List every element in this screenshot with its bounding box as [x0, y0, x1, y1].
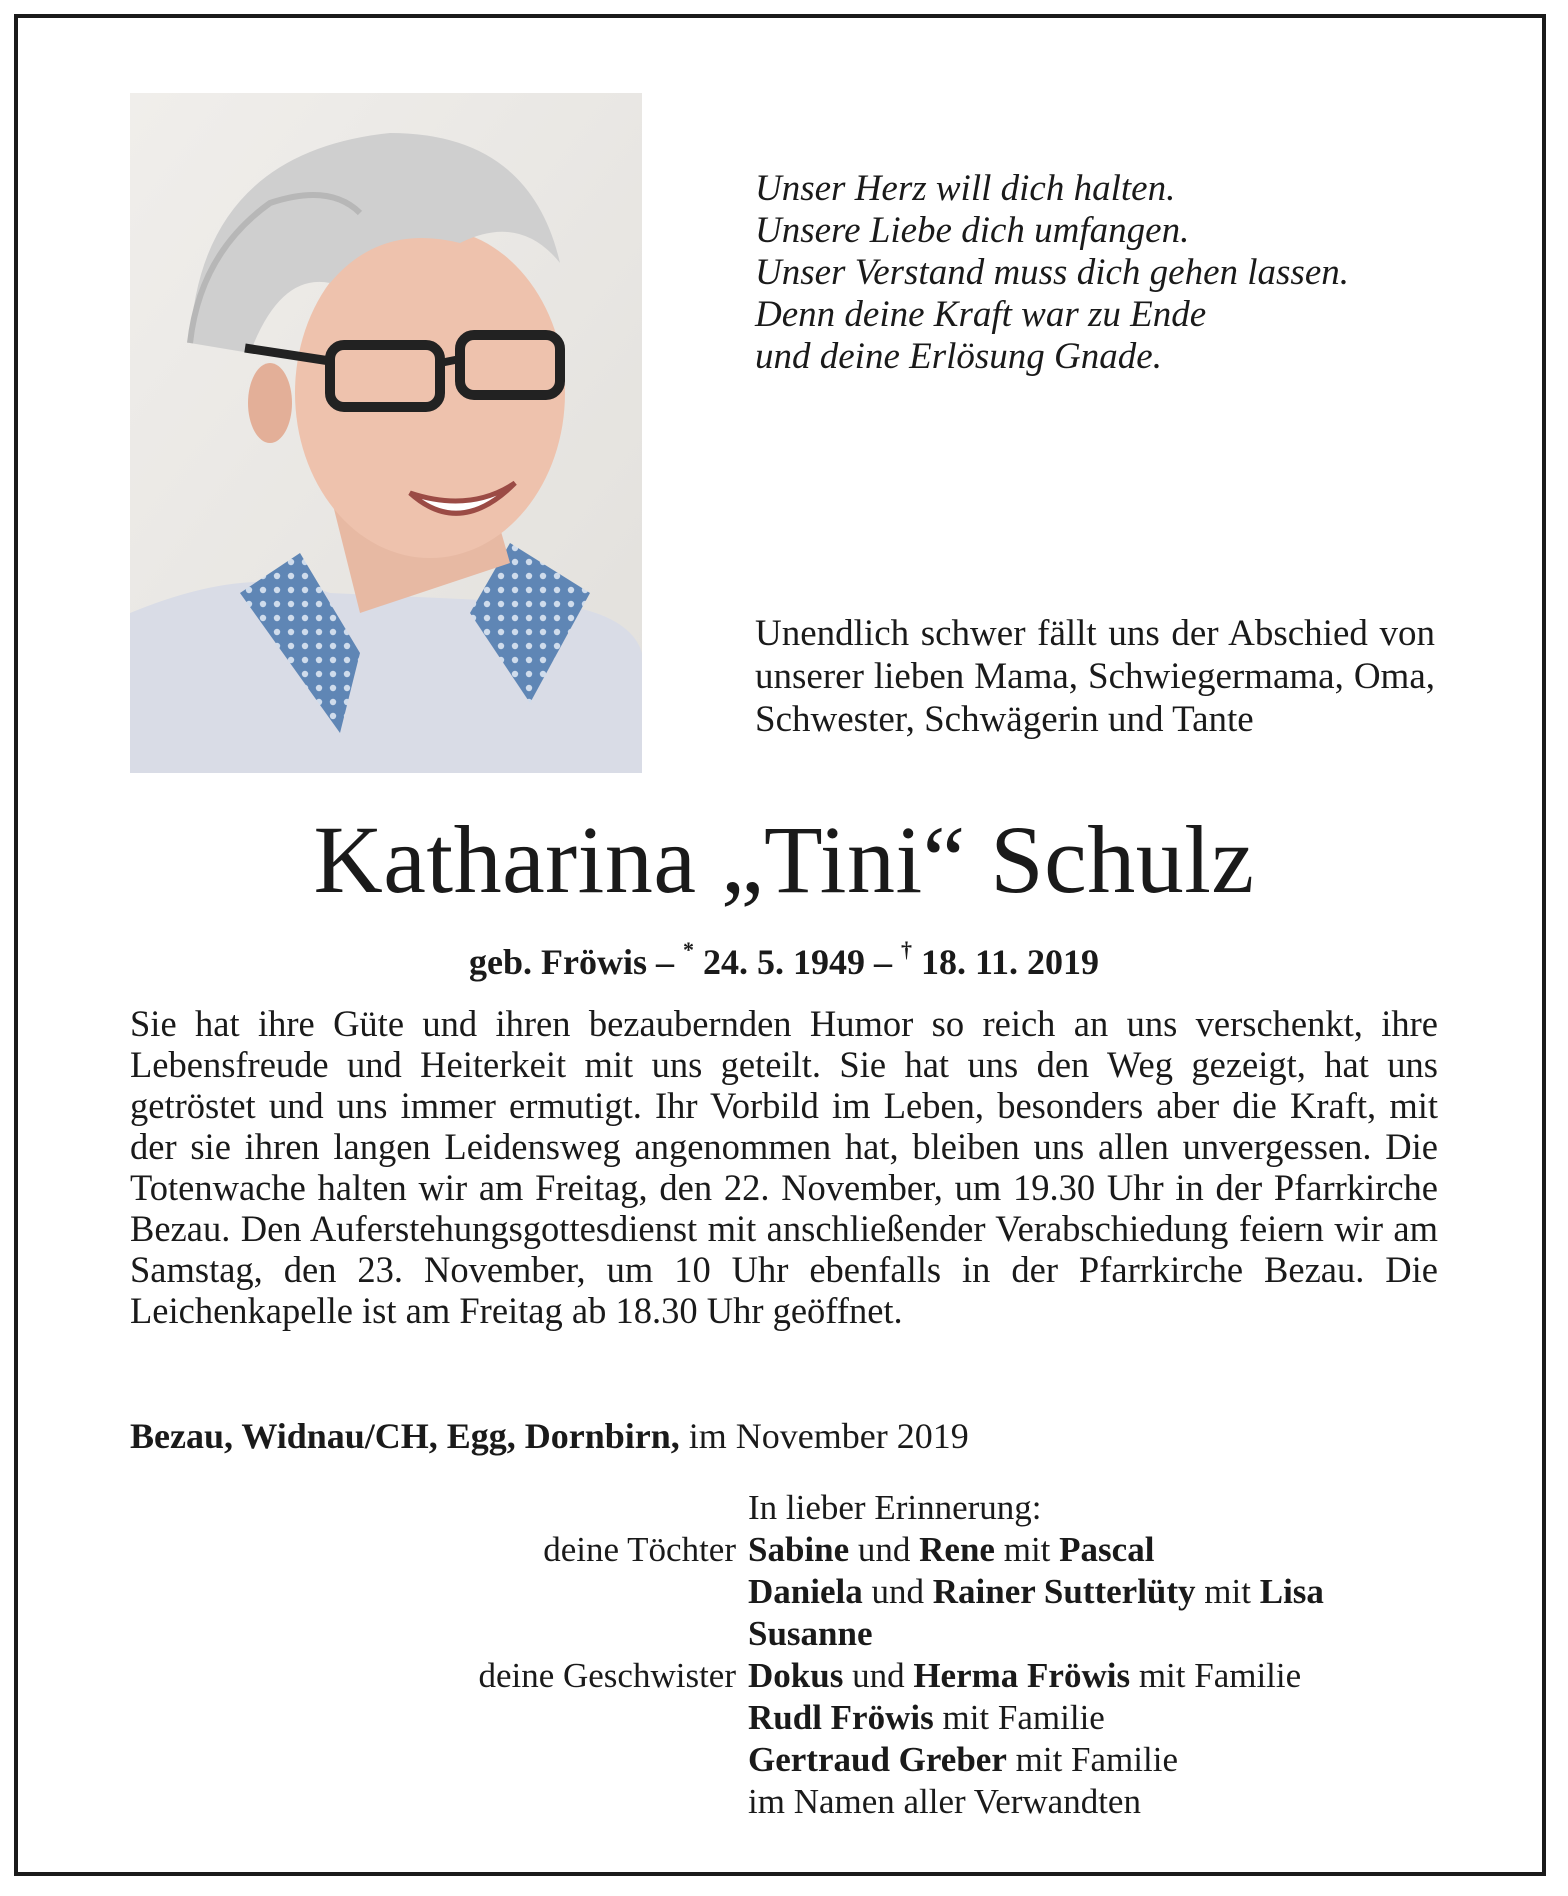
poem-line: und deine Erlösung Gnade. [755, 336, 1162, 377]
body-text: Sie hat ihre Güte und ihren bezaubernden Humor so reich an uns verschenkt, ihre Lebensfreude und Heiterkeit mit uns geteilt. Sie hat uns den Weg gezeigt, hat uns getröstet und uns immer ermutigt. Ihr Vorbild im Leben, besonders aber die Kraft, mit der sie ihren langen Leidensweg angenommen hat, bleiben uns allen unvergessen. Die Totenwache halten wir am Freitag, den 22. November, um 19.30 Uhr in der Pfarrkirche Bezau. Den Auferstehungsgottesdienst mit anschließender Verabschiedung feiern wir am Samstag, den 23. November, um 10 Uhr ebenfalls in der Pfarrkirche Bezau. Die Leichenkapelle ist am Freitag ab 18.30 Uhr geöffnet. [130, 1003, 1438, 1331]
conjunction: mit Familie [1015, 1740, 1178, 1779]
mourner-row [130, 1529, 1530, 1571]
farewell-intro: Unendlich schwer fällt uns der Abschied von unserer lieben Mama, Schwiegermama, Oma, Schwester, Schwägerin und Tante [755, 613, 1435, 740]
portrait-photo [130, 93, 642, 773]
conjunction: mit Familie [1138, 1656, 1302, 1695]
poem-line: Denn deine Kraft war zu Ende [755, 294, 1207, 335]
mourner-name: Gertraud Greber [748, 1740, 1007, 1779]
death-symbol: † [900, 937, 912, 962]
mourner-name: Rene [919, 1530, 995, 1569]
mourner-name: Daniela [748, 1572, 863, 1611]
conjunction: und [857, 1530, 911, 1569]
conjunction: mit Familie [942, 1698, 1105, 1737]
mourners-heading: In lieber Erinnerung: [748, 1488, 1042, 1527]
mourner-name: Susanne [748, 1614, 873, 1653]
conjunction: mit [1204, 1572, 1251, 1611]
poem-line: Unsere Liebe dich umfangen. [755, 210, 1190, 251]
mourner-row [130, 1697, 1530, 1739]
mourner-name: Lisa [1259, 1572, 1324, 1611]
deceased-name: Katharina „Tini“ Schulz [313, 806, 1255, 913]
mourner-name: Rainer Sutterlüty [932, 1572, 1196, 1611]
death-date: 18. 11. 2019 [920, 942, 1099, 982]
mourner-name: Pascal [1059, 1530, 1155, 1569]
poem-line: Unser Verstand muss dich gehen lassen. [755, 252, 1350, 293]
notice-date: im November 2019 [688, 1416, 969, 1456]
mourner-name: Dokus [748, 1656, 844, 1695]
conjunction: mit [1003, 1530, 1051, 1569]
mourner-row [130, 1739, 1530, 1781]
towns: Bezau, Widnau/CH, Egg, Dornbirn, [130, 1416, 680, 1456]
closing-line: im Namen aller Verwandten [748, 1782, 1141, 1821]
mourner-row [130, 1781, 1530, 1823]
place-and-date [130, 1415, 1230, 1457]
dash: – [873, 942, 892, 982]
birth-symbol: * [682, 937, 694, 962]
mourner-name: Rudl Fröwis [748, 1698, 934, 1737]
mourner-name: Sabine [748, 1530, 850, 1569]
mourner-row [130, 1655, 1530, 1697]
mourners-list [130, 1487, 1530, 1823]
mourner-row [130, 1571, 1530, 1613]
mourner-row [130, 1613, 1530, 1655]
maiden-name: geb. Fröwis [469, 942, 647, 982]
daughters-label: deine Töchter [543, 1530, 736, 1569]
mourner-name: Herma Fröwis [913, 1656, 1131, 1695]
poem-line: Unser Herz will dich halten. [755, 168, 1176, 209]
conjunction: und [871, 1572, 924, 1611]
siblings-label: deine Geschwister [478, 1656, 736, 1695]
memorial-poem [755, 168, 1455, 378]
conjunction: und [852, 1656, 905, 1695]
dash: – [655, 942, 674, 982]
birth-date: 24. 5. 1949 [702, 942, 865, 982]
life-dates [0, 932, 1568, 984]
